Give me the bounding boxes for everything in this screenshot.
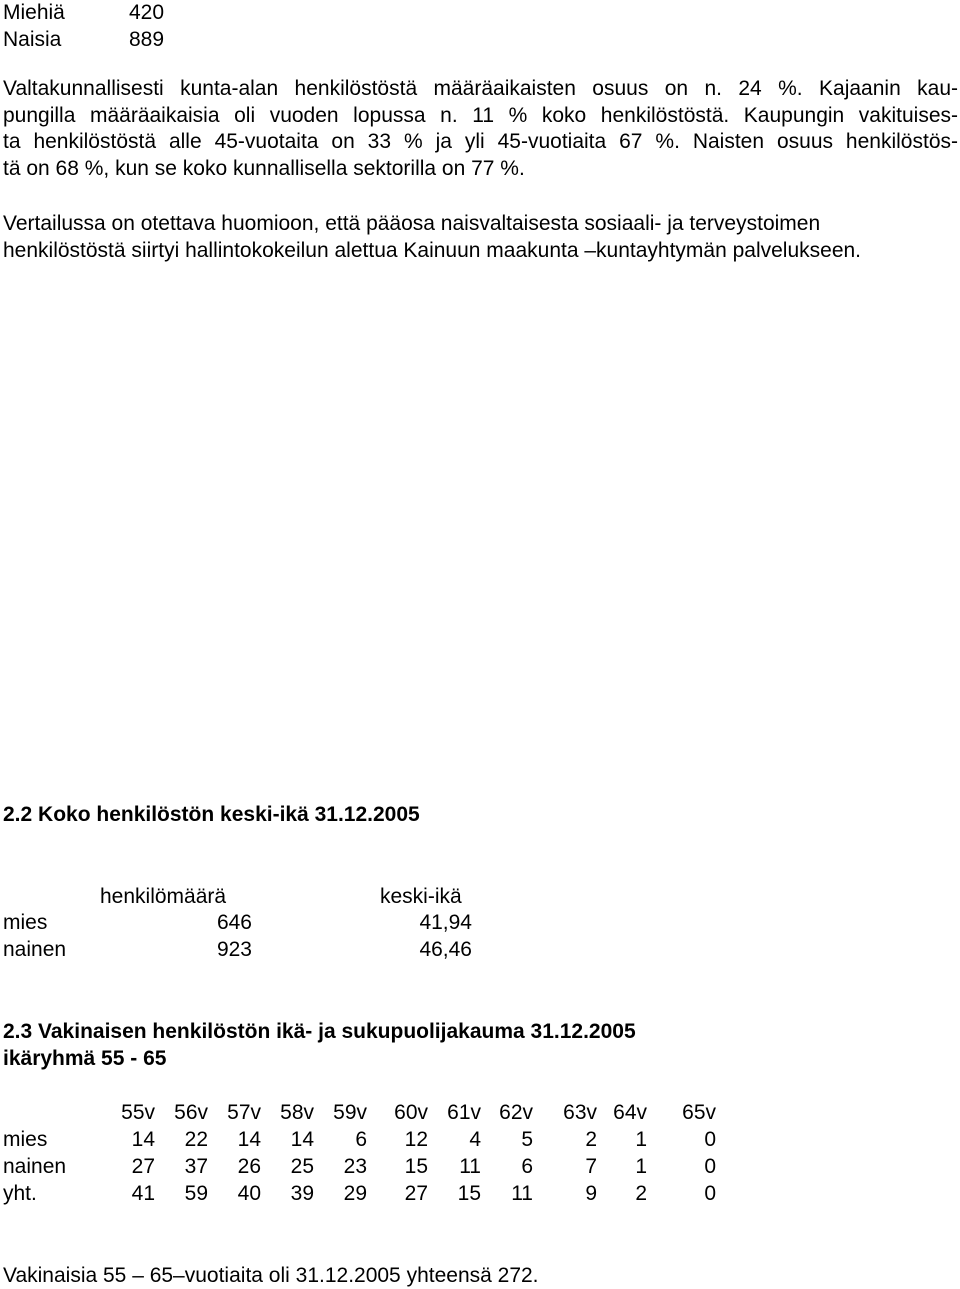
age-column-header: 63v xyxy=(563,1101,597,1124)
paragraph-line: Valtakunnallisesti kunta-alan henkilöstöstä määräaikaisten osuus on n. 24 %. Kajaanin kau- xyxy=(3,77,958,100)
paragraph-line: tä on 68 %, kun se koko kunnallisella sektorilla on 77 %. xyxy=(3,156,525,180)
age-table-cell: 12 xyxy=(404,1128,428,1151)
age-table-cell: 14 xyxy=(290,1128,314,1151)
age-table-cell: 15 xyxy=(404,1155,428,1178)
age-table-cell: 27 xyxy=(131,1155,155,1178)
age-table-cell: 41 xyxy=(131,1182,155,1205)
age-table-row-label: nainen xyxy=(3,1155,67,1178)
age-table-cell: 26 xyxy=(237,1155,261,1178)
paragraph-line: ta henkilöstöstä alle 45-vuotaita on 33 % ja yli 45-vuotiaita 67 %. Naisten osuus henkilöstös- xyxy=(3,130,958,153)
paragraph-comparison-note xyxy=(3,211,958,264)
age-column-header: 61v xyxy=(447,1101,481,1124)
age-table-row-label: yht. xyxy=(3,1182,37,1205)
headcount-nainen: 923 xyxy=(216,938,252,961)
row-label-nainen: nainen xyxy=(3,938,67,961)
paragraph-line: Vertailussa on otettava huomioon, että pääosa naisvaltaisesta sosiaali- ja terveystoimen xyxy=(3,212,821,235)
age-table-cell: 22 xyxy=(184,1128,208,1151)
age-column-header: 60v xyxy=(394,1101,428,1124)
age-table-cell: 40 xyxy=(237,1182,261,1205)
row-label-mies: mies xyxy=(3,911,48,934)
age-table-cell: 23 xyxy=(343,1155,367,1178)
age-column-header: 62v xyxy=(499,1101,533,1124)
gender-count-value-men: 420 xyxy=(129,1,165,24)
paragraph-line: henkilöstöstä siirtyi hallintokokeilun alettua Kainuun maakunta –kuntayhtymän palvelukseen. xyxy=(3,238,862,262)
age-table-cell: 6 xyxy=(521,1155,533,1178)
age-table-cell: 25 xyxy=(290,1155,314,1178)
age-table-cell: 29 xyxy=(343,1182,367,1205)
age-column-header: 65v xyxy=(682,1101,716,1124)
age-table-row-label: mies xyxy=(3,1128,48,1151)
age-table-cell: 1 xyxy=(635,1155,647,1178)
age-table-cell: 6 xyxy=(355,1128,367,1151)
age-table-cell: 2 xyxy=(585,1128,597,1151)
age-table-cell: 0 xyxy=(704,1182,716,1205)
age-column-header: 59v xyxy=(333,1101,367,1124)
gender-count-label-women: Naisia xyxy=(3,28,62,51)
section-heading-2-3: 2.3 Vakinaisen henkilöstön ikä- ja sukupuolijakauma 31.12.2005 xyxy=(3,1020,636,1043)
age-table-cell: 1 xyxy=(635,1128,647,1151)
headcount-mies: 646 xyxy=(216,911,252,934)
age-group-subheading: ikäryhmä 55 - 65 xyxy=(3,1047,167,1070)
age-column-header: 56v xyxy=(174,1101,208,1124)
age-table-cell: 4 xyxy=(469,1128,481,1151)
average-age-nainen: 46,46 xyxy=(419,938,472,961)
gender-count-value-women: 889 xyxy=(129,28,165,51)
section-heading-2-2: 2.2 Koko henkilöstön keski-ikä 31.12.2005 xyxy=(3,803,420,826)
age-table-cell: 37 xyxy=(184,1155,208,1178)
column-header-headcount: henkilömäärä xyxy=(100,885,227,908)
age-table-cell: 14 xyxy=(131,1128,155,1151)
age-column-header: 64v xyxy=(613,1101,647,1124)
paragraph-line: pungilla määräaikaisia oli vuoden lopussa n. 11 % koko henkilöstöstä. Kaupungin vakituises- xyxy=(3,103,958,127)
age-table-cell: 15 xyxy=(457,1182,481,1205)
age-table-cell: 11 xyxy=(459,1155,481,1178)
footer-summary: Vakinaisia 55 – 65–vuotiaita oli 31.12.2005 yhteensä 272. xyxy=(3,1264,539,1287)
age-table-cell: 59 xyxy=(184,1182,208,1205)
age-table-cell: 39 xyxy=(290,1182,314,1205)
column-header-average-age: keski-ikä xyxy=(380,885,462,908)
age-column-header: 55v xyxy=(121,1101,155,1124)
age-table-cell: 5 xyxy=(521,1128,533,1151)
paragraph-temporary-staff xyxy=(3,76,958,182)
age-table-cell: 7 xyxy=(585,1155,597,1178)
age-column-header: 58v xyxy=(280,1101,314,1124)
age-table-cell: 0 xyxy=(704,1128,716,1151)
age-column-header: 57v xyxy=(227,1101,261,1124)
age-table-cell: 14 xyxy=(237,1128,261,1151)
age-table-cell: 0 xyxy=(704,1155,716,1178)
average-age-mies: 41,94 xyxy=(419,911,472,934)
age-table-cell: 11 xyxy=(511,1182,533,1205)
age-table-cell: 9 xyxy=(585,1182,597,1205)
age-table-cell: 2 xyxy=(635,1182,647,1205)
age-table-cell: 27 xyxy=(404,1182,428,1205)
gender-count-label-men: Miehiä xyxy=(3,1,65,24)
